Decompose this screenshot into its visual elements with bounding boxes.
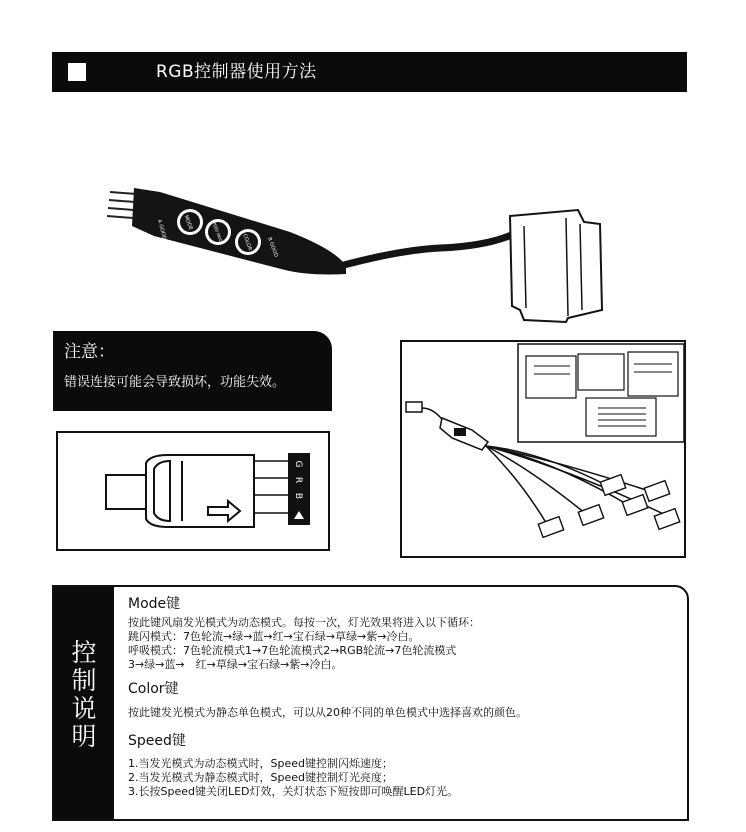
section-header	[52, 52, 687, 92]
warning-title: 注意：	[64, 342, 115, 362]
controller-label-a: A GOOD	[156, 218, 168, 241]
speed-key-heading: Speed键	[128, 733, 186, 749]
rgb-controller-drawing	[100, 170, 620, 330]
side-char-3: 说	[71, 694, 97, 723]
instructions-side-label	[54, 587, 114, 819]
splitter-diagram	[400, 340, 686, 558]
side-char-4: 明	[71, 722, 97, 751]
speed-line-2: 2.当发光模式为静态模式时，Speed键控制灯光亮度；	[128, 771, 393, 784]
color-button-label: COLOR	[241, 233, 253, 252]
controller-label-b: B GOOD	[266, 236, 279, 259]
mode-button-label: MODE	[182, 214, 194, 231]
warning-box	[53, 331, 332, 411]
pin-label-r: R	[293, 476, 303, 484]
mode-line-3: 呼吸模式：7色轮流模式1→7色轮流模式2→RGB轮流→7色轮流模式	[128, 644, 457, 657]
mode-line-1: 按此键风扇发光模式为动态模式。每按一次，灯光效果将进入以下循环：	[128, 616, 480, 629]
pin-label-g: G	[293, 460, 303, 468]
instructions-body	[128, 595, 678, 799]
side-char-2: 制	[71, 666, 97, 695]
pin-label-b: B	[293, 492, 303, 500]
rgb-controller-image	[100, 170, 620, 330]
warning-text: 错误连接可能会导致损坏，功能失效。	[64, 375, 286, 390]
mode-key-heading: Mode键	[128, 596, 181, 612]
color-key-heading: Color键	[128, 681, 179, 697]
speed-line-3: 3.长按Speed键关闭LED灯效，关灯状态下短按即可唤醒LED灯光。	[128, 785, 459, 798]
connector-diagram	[56, 431, 330, 551]
section-title: RGB控制器使用方法	[156, 62, 317, 82]
color-line-1: 按此键发光模式为静态单色模式，可以从20种不同的单色模式中选择喜欢的颜色。	[128, 706, 527, 719]
mode-line-2: 跳闪模式：7色轮流→绿→蓝→红→宝石绿→草绿→紫→冷白。	[128, 630, 420, 643]
side-char-1: 控	[71, 638, 97, 667]
connector-drawing	[58, 433, 328, 549]
speed-button-label: SPEED MODE	[210, 218, 225, 246]
header-square-icon	[68, 63, 86, 81]
mode-line-4: 3→绿→蓝→ 红→草绿→宝石绿→紫→冷白。	[128, 658, 343, 671]
speed-line-1: 1.当发光模式为动态模式时，Speed键控制闪烁速度；	[128, 757, 393, 770]
splitter-drawing	[402, 342, 684, 556]
instructions-panel	[52, 585, 689, 821]
